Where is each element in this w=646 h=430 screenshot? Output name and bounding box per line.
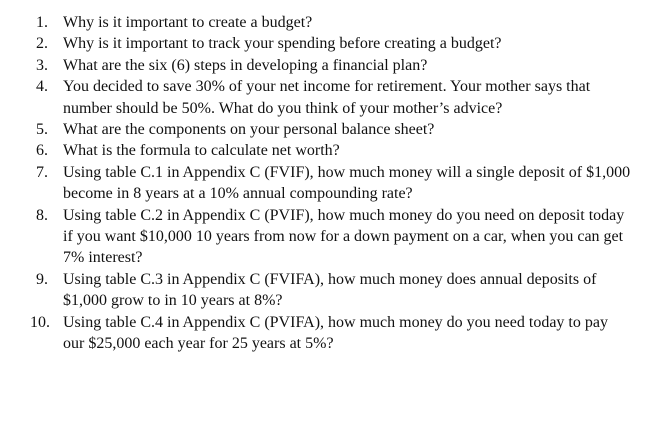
question-number: 10. [30, 313, 50, 331]
question-number: 4. [36, 78, 48, 96]
question-item-5 [36, 119, 632, 140]
question-text: What is the formula to calculate net worth? [63, 142, 340, 160]
question-text: Why is it important to create a budget? [63, 14, 313, 31]
question-text: Using table C.3 in Appendix C (FVIFA), how much money does annual deposits of $1,000 grow to in 10 years at 8%? [63, 270, 597, 310]
question-number: 8. [36, 206, 48, 224]
question-item-8 [36, 205, 632, 269]
question-number: 6. [36, 142, 48, 160]
question-item-10 [30, 312, 632, 355]
question-item-2 [36, 33, 632, 54]
question-list [30, 12, 632, 355]
question-number: 2. [36, 35, 48, 53]
question-text: What are the six (6) steps in developing a financial plan? [63, 56, 428, 74]
question-number: 3. [36, 56, 48, 74]
question-item-4 [36, 76, 632, 119]
question-number: 7. [36, 163, 48, 181]
question-item-7 [36, 162, 632, 205]
question-text: Using table C.1 in Appendix C (FVIF), how much money will a single deposit of $1,000 become in 8 years at a 10% annual compounding rate? [63, 163, 631, 203]
question-text: You decided to save 30% of your net income for retirement. Your mother says that number should be 50%. What do you think of your mother’s advice? [63, 78, 591, 117]
question-number: 5. [36, 121, 48, 139]
question-item-6 [36, 140, 632, 161]
question-item-3 [36, 55, 632, 76]
question-text: Using table C.4 in Appendix C (PVIFA), how much money do you need today to pay our $25,000 each year for 25 years at 5%? [63, 313, 608, 353]
question-text: What are the components on your personal balance sheet? [63, 121, 435, 139]
question-item-9 [36, 269, 632, 312]
question-number: 1. [36, 14, 48, 31]
question-text: Why is it important to track your spending before creating a budget? [63, 35, 502, 53]
question-item-1 [36, 12, 632, 33]
question-number: 9. [36, 270, 48, 288]
question-text: Using table C.2 in Appendix C (PVIF), how much money do you need on deposit today if you want $10,000 10 years from now for a down payment on a car, when you can get 7% interest? [63, 206, 625, 267]
